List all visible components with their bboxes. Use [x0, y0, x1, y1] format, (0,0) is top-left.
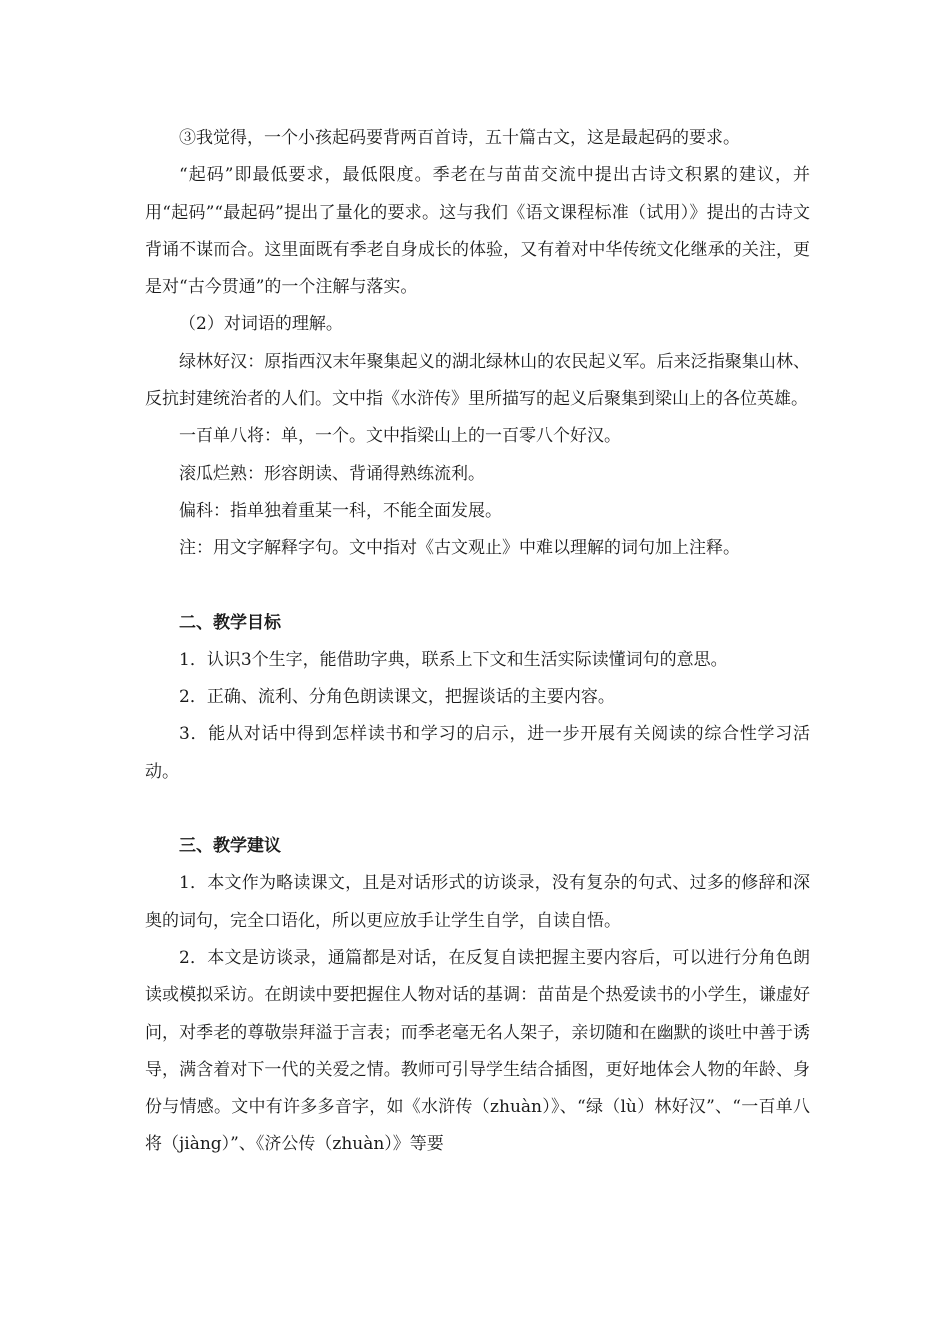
paragraph: 一百单八将：单，一个。文中指梁山上的一百零八个好汉。 [179, 426, 621, 447]
document-page [145, 120, 810, 1164]
paragraph: 2．本文是访谈录，通篇都是对话，在反复自读把握主要内容后，可以进行分角色朗读或模拟采访。在朗读中要把握住人物对话的基调：苗苗是个热爱读书的小学生，谦虚好问，对季老的尊敬崇拜溢于言表；而季老毫无名人架子，亲切随和在幽默的谈吐中善于诱导，满含着对下一代的关爱之情。教师可引导学生结合插图，更好地体会人物的年龄、身份与情感。文中有许多多音字，如《水浒传（zhuàn）》、“绿（lù）林好汉”、“一百单八将（jiàng）”、《济公传（zhuàn）》等要 [145, 947, 810, 1155]
section-heading: 二、教学目标 [179, 612, 281, 633]
paragraph: ③我觉得，一个小孩起码要背两百首诗，五十篇古文，这是最起码的要求。 [179, 128, 740, 148]
paragraph: 滚瓜烂熟：形容朗读、背诵得熟练流利。 [179, 463, 485, 484]
paragraph: “起码”即最低要求，最低限度。季老在与苗苗交流中提出古诗文积累的建议，并用“起码”“最起码”提出了量化的要求。这与我们《语文课程标准（试用）》提出的古诗文背诵不谋而合。这里面既有季老自身成长的体验，又有着对中华传统文化继承的关注，更是对“古今贯通”的一个注解与落实。 [145, 165, 810, 298]
paragraph: 绿林好汉：原指西汉末年聚集起义的湖北绿林山的农民起义军。后来泛指聚集山林、反抗封建统治者的人们。文中指《水浒传》里所描写的起义后聚集到梁山上的各位英雄。 [145, 351, 810, 410]
paragraph: 1．认识3个生字，能借助字典，联系上下文和生活实际读懂词句的意思。 [179, 649, 728, 670]
paragraph: 偏科：指单独着重某一科，不能全面发展。 [179, 500, 502, 521]
paragraph: 1．本文作为略读课文，且是对话形式的访谈录，没有复杂的句式、过多的修辞和深奥的词句，完全口语化，所以更应放手让学生自学，自读自悟。 [145, 873, 810, 931]
section-heading: 三、教学建议 [179, 836, 281, 857]
paragraph: 3．能从对话中得到怎样读书和学习的启示，进一步开展有关阅读的综合性学习活动。 [145, 724, 810, 782]
section-spacer [145, 791, 810, 828]
paragraph: （2）对词语的理解。 [179, 314, 343, 335]
paragraph: 2．正确、流利、分角色朗读课文，把握谈话的主要内容。 [179, 687, 615, 708]
section-spacer [145, 568, 810, 605]
paragraph: 注：用文字解释字句。文中指对《古文观止》中难以理解的词句加上注释。 [179, 538, 740, 559]
